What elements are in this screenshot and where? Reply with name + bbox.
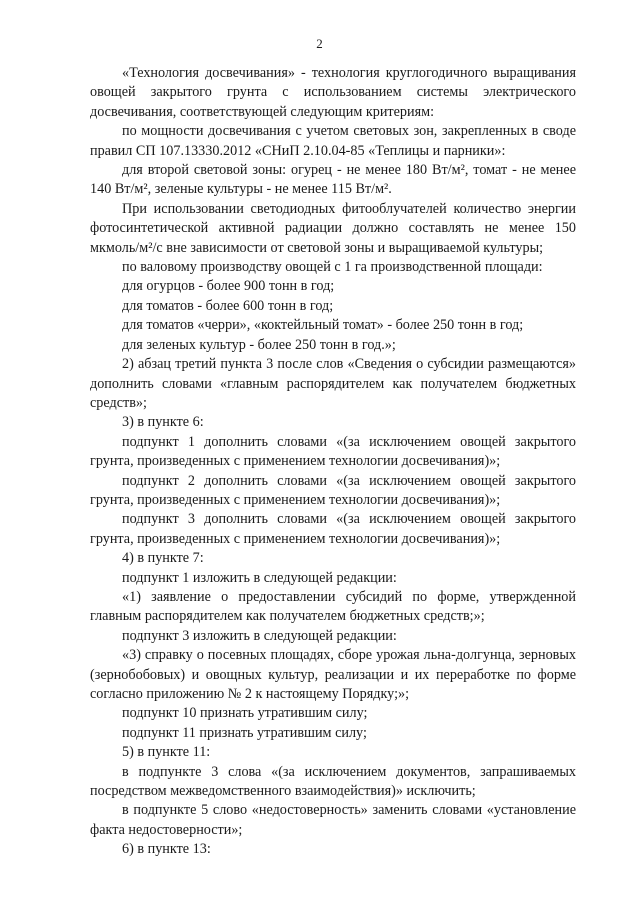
paragraph: для томатов «черри», «коктейльный томат» - более 250 тонн в год;: [122, 317, 524, 334]
paragraph: «3) справку о посевных площадях, сборе урожая льна-долгунца, зерновых (зернобобовых) и овощных культур, реализации и их переработке по форме согласно приложению № 2 к настоящему Порядку;»;: [90, 647, 576, 702]
paragraph: подпункт 3 изложить в следующей редакции:: [122, 627, 397, 644]
paragraph: подпункт 10 признать утратившим силу;: [122, 705, 368, 722]
paragraph: «Технология досвечивания» - технология круглогодичного выращивания овощей закрытого грунта с использованием системы электрического досвечивания, соответствующей следующим критериям:: [90, 65, 576, 120]
paragraph: подпункт 1 изложить в следующей редакции:: [122, 569, 397, 586]
paragraph: 2) абзац третий пункта 3 после слов «Сведения о субсидии размещаются» дополнить словами «главным распорядителем как получателем бюджетных средств»;: [90, 356, 576, 411]
paragraph: в подпункте 5 слово «недостоверность» заменить словами «установление факта недостоверности»;: [90, 802, 576, 838]
paragraph: «1) заявление о предоставлении субсидий по форме, утвержденной главным распорядителем как получателем бюджетных средств;»;: [90, 588, 576, 625]
paragraph: 6) в пункте 13:: [122, 841, 211, 858]
paragraph: по мощности досвечивания с учетом световых зон, закрепленных в своде правил СП 107.13330.2012 «СНиП 2.10.04-85 «Теплицы и парники»:: [90, 123, 576, 159]
paragraph: подпункт 3 дополнить словами «(за исключением овощей закрытого грунта, произведенных с применением технологии досвечивания)»;: [90, 511, 576, 547]
paragraph: в подпункте 3 слова «(за исключением документов, запрашиваемых посредством межведомственного взаимодействия)» исключить;: [90, 763, 576, 800]
paragraph: подпункт 11 признать утратившим силу;: [122, 724, 367, 741]
paragraph: для огурцов - более 900 тонн в год;: [122, 278, 335, 295]
paragraph: 3) в пункте 6:: [122, 414, 204, 431]
paragraph: для второй световой зоны: огурец - не менее 180 Вт/м², томат - не менее 140 Вт/м², зеленые культуры - не менее 115 Вт/м².: [90, 162, 576, 198]
page-number: 2: [316, 36, 323, 51]
paragraph: 4) в пункте 7:: [122, 550, 204, 567]
paragraph: по валовому производству овощей с 1 га производственной площади:: [122, 259, 543, 276]
paragraph: для зеленых культур - более 250 тонн в год.»;: [122, 336, 396, 353]
paragraph: подпункт 1 дополнить словами «(за исключением овощей закрытого грунта, произведенных с применением технологии досвечивания)»;: [90, 433, 576, 470]
paragraph: для томатов - более 600 тонн в год;: [122, 297, 334, 314]
paragraph: подпункт 2 дополнить словами «(за исключением овощей закрытого грунта, произведенных с применением технологии досвечивания)»;: [90, 472, 576, 508]
paragraph: 5) в пункте 11:: [122, 744, 211, 761]
paragraph: При использовании светодиодных фитооблучателей количество энергии фотосинтетической активной радиации должно составлять не менее 150 мкмоль/м²/с вне зависимости от световой зоны и выращиваемой культуры;: [90, 200, 576, 256]
document-body: [90, 64, 576, 860]
